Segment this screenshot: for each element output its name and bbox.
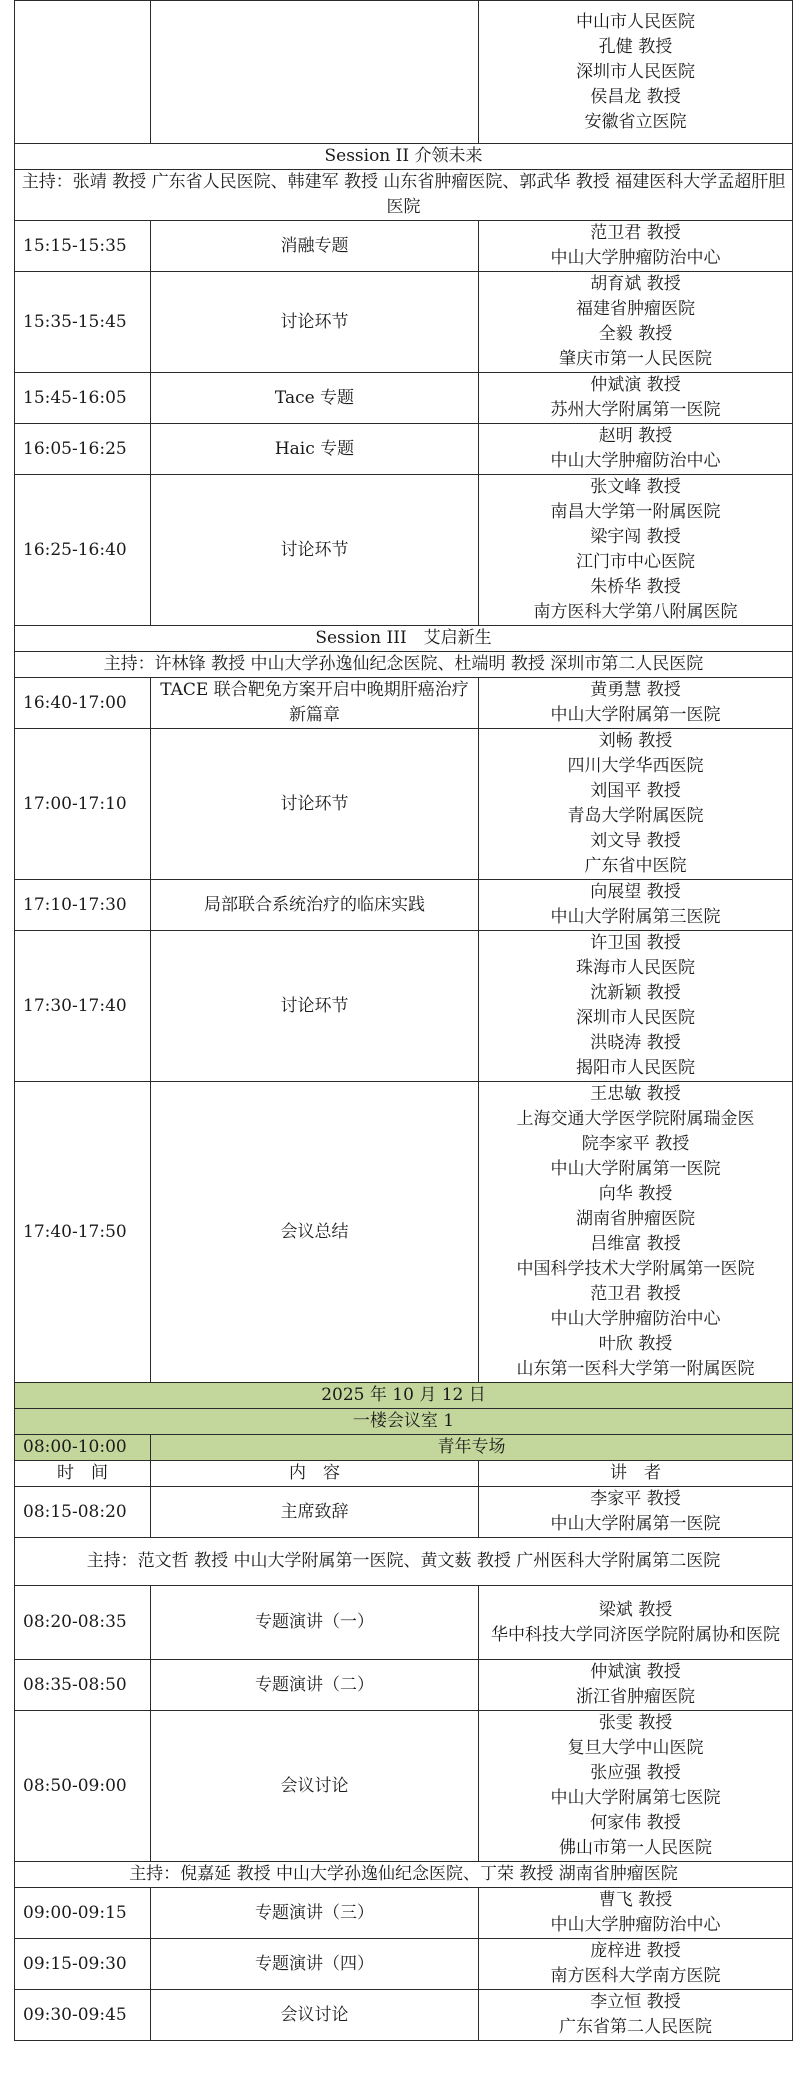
slot-time: 17:30-17:40 (15, 931, 151, 1082)
slot-speakers (479, 1888, 793, 1939)
speaker-line: 广东省第二人民医院 (559, 2017, 712, 2037)
speaker-line: 刘畅 教授 (598, 731, 673, 751)
speaker-line: 刘国平 教授 (590, 781, 681, 801)
slot-time: 08:20-08:35 (15, 1586, 151, 1660)
col-header-speaker: 讲 者 (479, 1461, 793, 1487)
slot-speakers (479, 931, 793, 1082)
slot-topic: 局部联合系统治疗的临床实践 (151, 880, 479, 931)
speaker-line: 中山大学肿瘤防治中心 (550, 1309, 721, 1329)
session-header: Session III 艾启新生 (15, 626, 793, 652)
speaker-line: 洪晓涛 教授 (590, 1033, 681, 1053)
schedule-row (15, 1939, 793, 1990)
slot-speakers (479, 221, 793, 272)
speaker-line: 复旦大学中山医院 (567, 1738, 704, 1758)
slot-topic: 主席致辞 (151, 1487, 479, 1538)
speaker-line: 叶欣 教授 (598, 1334, 673, 1354)
schedule-row (15, 1990, 793, 2041)
slot-time: 09:15-09:30 (15, 1939, 151, 1990)
schedule-row (15, 1487, 793, 1538)
slot-speakers (479, 1990, 793, 2041)
slot-speakers (479, 1586, 793, 1660)
speaker-line: 安徽省立医院 (584, 111, 687, 132)
schedule-row (15, 729, 793, 880)
speaker-line: 华中科技大学同济医学院附属协和医院 (491, 1624, 780, 1645)
schedule-row (15, 272, 793, 373)
speaker-line: 张文峰 教授 (590, 477, 681, 497)
speaker-line: 浙江省肿瘤医院 (576, 1687, 695, 1707)
slot-topic: 会议讨论 (151, 1990, 479, 2041)
slot-speakers (479, 880, 793, 931)
slot-time: 09:30-09:45 (15, 1990, 151, 2041)
speaker-line: 福建省肿瘤医院 (576, 299, 695, 319)
slot-topic: 消融专题 (151, 221, 479, 272)
slot-speakers (479, 373, 793, 424)
schedule-row (15, 1862, 793, 1888)
schedule-row (15, 652, 793, 678)
speaker-line: 范卫君 教授 (590, 1284, 681, 1304)
speaker-line: 沈新颖 教授 (590, 983, 681, 1003)
session-header: 主持：范文哲 教授 中山大学附属第一医院、黄文薮 教授 广州医科大学附属第二医院 (15, 1538, 793, 1586)
slot-topic: Haic 专题 (151, 424, 479, 475)
slot-topic: 讨论环节 (151, 931, 479, 1082)
speaker-line: 侯昌龙 教授 (590, 86, 681, 107)
speaker-line: 张应强 教授 (590, 1763, 681, 1783)
speaker-line: 深圳市人民医院 (576, 61, 695, 82)
session-header: 主持：张靖 教授 广东省人民医院、韩建军 教授 山东省肿瘤医院、郭武华 教授 福建医科大学孟超肝胆医院 (15, 170, 793, 221)
schedule-row (15, 1409, 793, 1435)
slot-time: 15:15-15:35 (15, 221, 151, 272)
slot-time: 17:10-17:30 (15, 880, 151, 931)
schedule-row (15, 880, 793, 931)
speaker-line: 梁斌 教授 (598, 1599, 673, 1620)
slot-time (15, 1, 151, 144)
slot-speakers (479, 1487, 793, 1538)
speaker-line: 赵明 教授 (598, 426, 673, 446)
speaker-line: 胡育斌 教授 (590, 274, 681, 294)
schedule-row (15, 1586, 793, 1660)
speaker-line: 中山大学附属第三医院 (550, 907, 721, 927)
slot-time: 08:00-10:00 (15, 1435, 151, 1461)
speaker-line: 上海交通大学医学院附属瑞金医 (516, 1109, 755, 1129)
slot-topic: 专题演讲（一） (151, 1586, 479, 1660)
slot-time: 15:45-16:05 (15, 373, 151, 424)
col-header-time: 时 间 (15, 1461, 151, 1487)
schedule-row (15, 1, 793, 144)
speaker-line: 梁宇闯 教授 (590, 527, 681, 547)
schedule-row (15, 1711, 793, 1862)
speaker-line: 李家平 教授 (590, 1489, 681, 1509)
speaker-line: 中山大学附属第一医院 (550, 1159, 721, 1179)
speaker-line: 佛山市第一人民医院 (559, 1838, 712, 1858)
schedule-row (15, 626, 793, 652)
slot-speakers (479, 475, 793, 626)
slot-time: 15:35-15:45 (15, 272, 151, 373)
schedule-row (15, 1082, 793, 1383)
speaker-line: 深圳市人民医院 (576, 1008, 695, 1028)
slot-speakers (479, 272, 793, 373)
schedule-row (15, 221, 793, 272)
speaker-line: 何家伟 教授 (590, 1813, 681, 1833)
schedule-table (14, 0, 793, 2041)
slot-time: 16:05-16:25 (15, 424, 151, 475)
speaker-line: 朱桥华 教授 (590, 577, 681, 597)
session-title: 青年专场 (151, 1435, 793, 1461)
schedule-row (15, 170, 793, 221)
speaker-line: 肇庆市第一人民医院 (559, 349, 712, 369)
slot-time: 08:35-08:50 (15, 1660, 151, 1711)
speaker-line: 中山大学肿瘤防治中心 (550, 451, 721, 471)
speaker-line: 张雯 教授 (598, 1713, 673, 1733)
slot-topic (151, 1, 479, 144)
slot-speakers (479, 1711, 793, 1862)
session-header: 主持：许林锋 教授 中山大学孙逸仙纪念医院、杜端明 教授 深圳市第二人民医院 (15, 652, 793, 678)
slot-time: 08:50-09:00 (15, 1711, 151, 1862)
slot-time: 08:15-08:20 (15, 1487, 151, 1538)
speaker-line: 中山大学肿瘤防治中心 (550, 1915, 721, 1935)
speaker-line: 揭阳市人民医院 (576, 1058, 695, 1078)
slot-speakers (479, 1660, 793, 1711)
slot-time: 17:40-17:50 (15, 1082, 151, 1383)
schedule-row (15, 424, 793, 475)
schedule-row (15, 931, 793, 1082)
slot-speakers (479, 729, 793, 880)
schedule-row (15, 678, 793, 729)
slot-speakers (479, 1, 793, 144)
slot-topic: 专题演讲（四） (151, 1939, 479, 1990)
speaker-line: 李立恒 教授 (590, 1992, 681, 2012)
session-header: 主持：倪嘉延 教授 中山大学孙逸仙纪念医院、丁荣 教授 湖南省肿瘤医院 (15, 1862, 793, 1888)
schedule-row (15, 475, 793, 626)
speaker-line: 中山市人民医院 (576, 11, 695, 32)
speaker-line: 四川大学华西医院 (567, 756, 704, 776)
speaker-line: 刘文导 教授 (590, 831, 681, 851)
day-banner: 一楼会议室 1 (15, 1409, 793, 1435)
slot-topic: TACE 联合靶免方案开启中晚期肝癌治疗新篇章 (151, 678, 479, 729)
speaker-line: 南方医科大学第八附属医院 (533, 602, 738, 622)
slot-topic: 专题演讲（二） (151, 1660, 479, 1711)
speaker-line: 全毅 教授 (598, 324, 673, 344)
schedule-row (15, 1538, 793, 1586)
slot-time: 09:00-09:15 (15, 1888, 151, 1939)
slot-time: 16:25-16:40 (15, 475, 151, 626)
schedule-row (15, 1435, 793, 1461)
speaker-line: 仲斌演 教授 (590, 1662, 681, 1682)
slot-topic: Tace 专题 (151, 373, 479, 424)
speaker-line: 曹飞 教授 (598, 1890, 673, 1910)
speaker-line: 中国科学技术大学附属第一医院 (516, 1259, 755, 1279)
slot-time: 17:00-17:10 (15, 729, 151, 880)
slot-topic: 会议讨论 (151, 1711, 479, 1862)
speaker-line: 庞梓进 教授 (590, 1941, 681, 1961)
speaker-line: 仲斌演 教授 (590, 375, 681, 395)
slot-speakers (479, 1939, 793, 1990)
speaker-line: 珠海市人民医院 (576, 958, 695, 978)
col-header-content: 内 容 (151, 1461, 479, 1487)
slot-topic: 会议总结 (151, 1082, 479, 1383)
speaker-line: 南昌大学第一附属医院 (550, 502, 721, 522)
schedule-row (15, 373, 793, 424)
slot-speakers (479, 424, 793, 475)
slot-topic: 讨论环节 (151, 272, 479, 373)
slot-speakers (479, 678, 793, 729)
speaker-line: 中山大学附属第一医院 (550, 1514, 721, 1534)
speaker-line: 中山大学肿瘤防治中心 (550, 248, 721, 268)
slot-topic: 专题演讲（三） (151, 1888, 479, 1939)
schedule-row (15, 1383, 793, 1409)
schedule-row (15, 1888, 793, 1939)
speaker-line: 中山大学附属第七医院 (550, 1788, 721, 1808)
slot-topic: 讨论环节 (151, 729, 479, 880)
schedule-row (15, 1660, 793, 1711)
speaker-line: 苏州大学附属第一医院 (550, 400, 721, 420)
speaker-line: 南方医科大学南方医院 (550, 1966, 721, 1986)
speaker-line: 院李家平 教授 (581, 1134, 690, 1154)
speaker-line: 湖南省肿瘤医院 (576, 1209, 695, 1229)
slot-time: 16:40-17:00 (15, 678, 151, 729)
session-header: Session II 介领未来 (15, 144, 793, 170)
speaker-line: 范卫君 教授 (590, 223, 681, 243)
speaker-line: 中山大学附属第一医院 (550, 705, 721, 725)
schedule-row (15, 144, 793, 170)
speaker-line: 向展望 教授 (590, 882, 681, 902)
speaker-line: 江门市中心医院 (576, 552, 695, 572)
speaker-line: 向华 教授 (598, 1184, 673, 1204)
day-banner: 2025 年 10 月 12 日 (15, 1383, 793, 1409)
speaker-line: 青岛大学附属医院 (567, 806, 704, 826)
speaker-line: 吕维富 教授 (590, 1234, 681, 1254)
slot-topic: 讨论环节 (151, 475, 479, 626)
slot-speakers (479, 1082, 793, 1383)
speaker-line: 许卫国 教授 (590, 933, 681, 953)
speaker-line: 广东省中医院 (584, 856, 687, 876)
speaker-line: 山东第一医科大学第一附属医院 (516, 1359, 755, 1379)
speaker-line: 王忠敏 教授 (590, 1084, 681, 1104)
speaker-line: 孔健 教授 (598, 36, 673, 57)
speaker-line: 黄勇慧 教授 (590, 680, 681, 700)
schedule-row (15, 1461, 793, 1487)
